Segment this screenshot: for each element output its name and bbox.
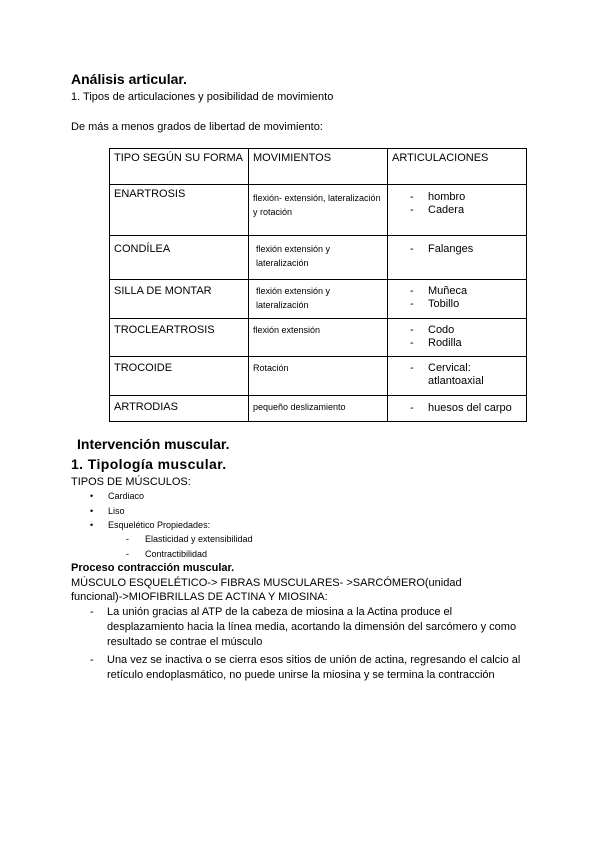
section2-title: Intervención muscular. — [77, 436, 230, 452]
table-header-joints: ARTICULACIONES — [388, 149, 527, 185]
row-joints — [392, 324, 522, 350]
list-item: • Cardiaco — [86, 489, 210, 504]
table-header-type: TIPO SEGÚN SU FORMA — [110, 149, 249, 185]
joint-item: - Falanges — [392, 243, 522, 256]
row-movements: flexión extensión — [249, 319, 388, 357]
joint-item: - huesos del carpo — [392, 402, 522, 415]
list-item: - Elasticidad y extensibilidad — [126, 532, 253, 547]
muscle-types-label: TIPOS DE MÚSCULOS: — [71, 476, 191, 488]
section1-title: Análisis articular. — [71, 71, 187, 87]
joints-table — [109, 148, 527, 422]
table-header-movements: MOVIMIENTOS — [249, 149, 388, 185]
row-type: ENARTROSIS — [110, 185, 249, 236]
table-row — [110, 319, 527, 357]
row-movements: pequeño deslizamiento — [249, 396, 388, 422]
row-type: SILLA DE MONTAR — [110, 280, 249, 319]
table-row — [110, 280, 527, 319]
process-chain: MÚSCULO ESQUELÉTICO-> FIBRAS MUSCULARES- >SARCÓMERO(unidad funcional)->MIOFIBRILLAS DE ACTINA Y MIOSINA: — [71, 577, 462, 603]
table-row — [110, 396, 527, 422]
row-type: ARTRODIAS — [110, 396, 249, 422]
list-item: - Contractibilidad — [126, 547, 253, 562]
row-joints — [392, 243, 522, 256]
process-steps — [88, 605, 528, 686]
joint-item: - Muñeca — [392, 285, 522, 298]
list-item: - Una vez se inactiva o se cierra esos sitios de unión de actina, regresando el calcio al retículo endoplasmático, no puede unirse la miosina y se termina la contracción — [88, 653, 528, 683]
section2-subtitle: 1. Tipología muscular. — [71, 456, 227, 472]
joint-item: - Codo — [392, 324, 522, 337]
row-type: TROCLEARTROSIS — [110, 319, 249, 357]
row-movements: Rotación — [249, 357, 388, 396]
section1-subtitle: 1. Tipos de articulaciones y posibilidad de movimiento — [71, 91, 334, 103]
row-joints — [392, 191, 522, 217]
row-movements: flexión- extensión, lateralización y rotación — [249, 185, 388, 236]
list-item: - La unión gracias al ATP de la cabeza de miosina a la Actina produce el desplazamiento hacia la línea media, acortando la dimensión del sarcómero y como resultado se contrae el músculo — [88, 605, 528, 650]
table-row — [110, 185, 527, 236]
table-row — [110, 357, 527, 396]
list-item: • Liso — [86, 504, 210, 519]
section1-intro: De más a menos grados de libertad de movimiento: — [71, 121, 323, 133]
row-movements: flexión extensión y lateralización — [249, 280, 388, 319]
row-joints — [392, 402, 522, 415]
row-type: CONDÍLEA — [110, 236, 249, 280]
joint-item: - Rodilla — [392, 337, 522, 350]
row-joints — [392, 285, 522, 311]
joint-item: - Cadera — [392, 204, 522, 217]
joint-item: - Tobillo — [392, 298, 522, 311]
properties-list — [126, 532, 253, 561]
joint-item: - hombro — [392, 191, 522, 204]
process-title: Proceso contracción muscular. — [71, 562, 235, 574]
row-type: TROCOIDE — [110, 357, 249, 396]
row-movements: flexión extensión y lateralización — [249, 236, 388, 280]
muscle-types-list — [86, 489, 210, 533]
row-joints — [392, 362, 522, 388]
table-header-row — [110, 149, 527, 185]
table-row — [110, 236, 527, 280]
joint-item: - Cervical: atlantoaxial — [392, 362, 522, 388]
list-item: • Esquelético Propiedades: — [86, 518, 210, 533]
